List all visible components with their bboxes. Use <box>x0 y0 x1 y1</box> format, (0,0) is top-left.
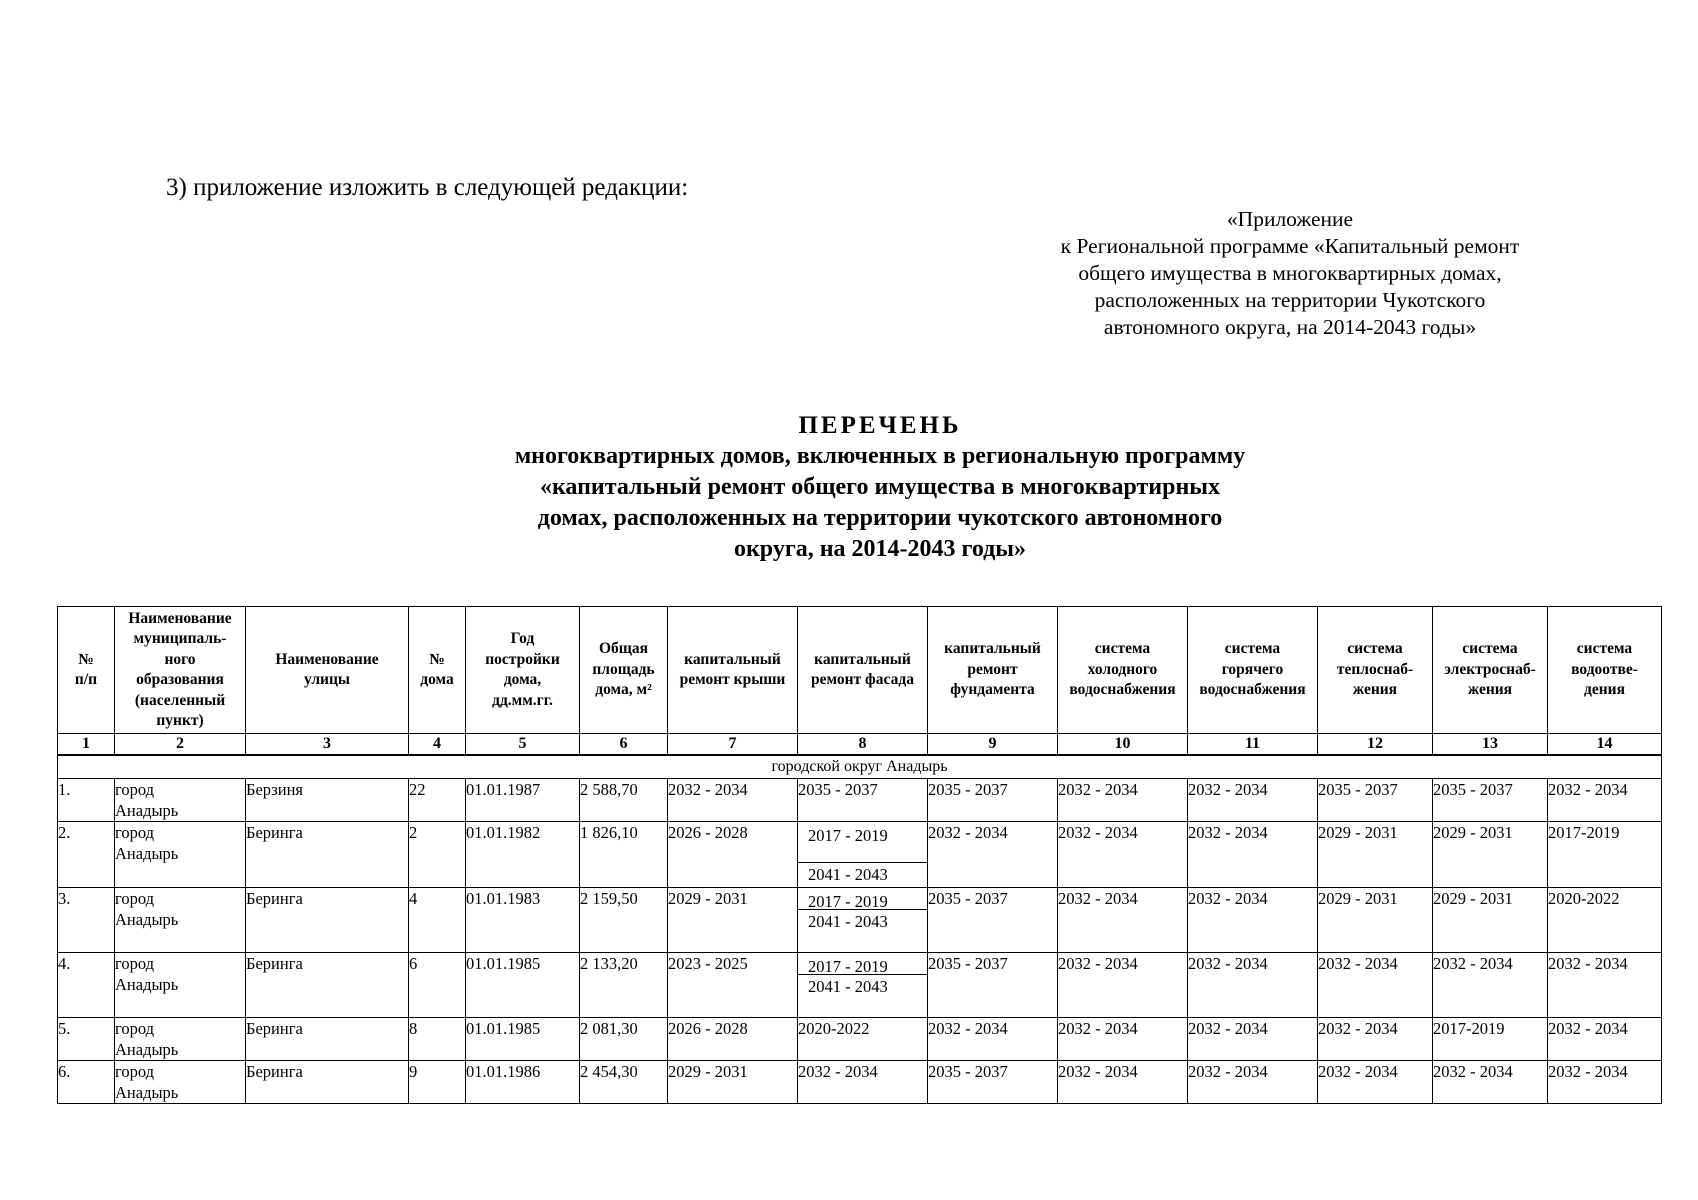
header-cell <box>580 607 668 734</box>
facade-period: 2017 - 2019 <box>798 953 927 975</box>
facade-cell: 2035 - 2037 <box>798 779 928 822</box>
cell-line: Анадырь <box>115 1083 179 1102</box>
header-cell <box>668 607 798 734</box>
table-header-row <box>58 607 1662 734</box>
cell-line: Анадырь <box>115 1040 179 1059</box>
table-cell: 22 <box>409 779 466 822</box>
column-number: 13 <box>1433 734 1548 756</box>
title-line: многоквартирных домов, включенных в региональную программу <box>514 443 1246 469</box>
table-cell: 6 <box>409 953 466 1018</box>
header-line: водоснабжения <box>1069 681 1176 699</box>
column-numbers-row <box>58 734 1662 756</box>
row-number: 1. <box>58 779 115 822</box>
header-line: система <box>1224 640 1281 658</box>
table-cell: 2035 - 2037 <box>1433 779 1548 822</box>
table-cell: 2032 - 2034 <box>1433 953 1548 1018</box>
cell-line: город <box>115 823 155 842</box>
header-line: муниципаль- <box>133 630 227 647</box>
header-cell <box>1188 607 1318 734</box>
header-cell <box>1433 607 1548 734</box>
facade-period: 2041 - 2043 <box>808 977 888 996</box>
row-number: 3. <box>58 888 115 953</box>
table-cell: 2032 - 2034 <box>1058 779 1188 822</box>
header-line: дома, м² <box>595 681 652 699</box>
table-cell: 2032 - 2034 <box>1188 779 1318 822</box>
facade-period: 2041 - 2043 <box>808 912 888 931</box>
column-number: 6 <box>580 734 668 756</box>
title-line: округа, на 2014-2043 годы» <box>733 536 1027 562</box>
header-line: водоснабжения <box>1199 681 1306 699</box>
table-cell: 2 159,50 <box>580 888 668 953</box>
table-cell: 2 <box>409 822 466 888</box>
cell-line: Анадырь <box>115 801 179 820</box>
table-cell <box>115 888 246 953</box>
table-cell: 1 826,10 <box>580 822 668 888</box>
header-line: холодного <box>1087 660 1158 678</box>
table-cell: 2026 - 2028 <box>668 822 798 888</box>
column-number: 3 <box>246 734 409 756</box>
table-cell: 01.01.1983 <box>466 888 580 953</box>
table-cell: 01.01.1987 <box>466 779 580 822</box>
facade-period: 2041 - 2043 <box>808 865 888 884</box>
facade-cell: 2032 - 2034 <box>798 1061 928 1104</box>
header-line: Год <box>510 630 535 647</box>
intro-text: 3) приложение изложить в следующей редакции: <box>166 174 689 201</box>
table-row <box>58 1018 1662 1061</box>
table-cell: Беринга <box>246 1018 409 1061</box>
header-cell <box>1318 607 1433 734</box>
table-cell: 2032 - 2034 <box>1058 1018 1188 1061</box>
table-cell: Беринга <box>246 822 409 888</box>
table-cell: 2032 - 2034 <box>1548 953 1662 1018</box>
table-cell: 2026 - 2028 <box>668 1018 798 1061</box>
header-line: дома <box>420 671 454 688</box>
table-cell: 2017-2019 <box>1548 822 1662 888</box>
title-line: домах, расположенных на территории чукотского автономного <box>537 505 1223 531</box>
header-cell <box>928 607 1058 734</box>
table-cell: 2029 - 2031 <box>668 888 798 953</box>
table-row <box>58 888 1662 953</box>
column-number: 5 <box>466 734 580 756</box>
appendix-line: «Приложение <box>1226 207 1354 231</box>
header-line: ного <box>164 650 196 668</box>
header-line: теплоснаб- <box>1336 660 1414 678</box>
table-cell: 2029 - 2031 <box>1318 888 1433 953</box>
cell-line: город <box>115 1062 155 1081</box>
table-row <box>58 953 1662 1018</box>
table-cell: 01.01.1985 <box>466 953 580 1018</box>
table-cell: 2020-2022 <box>1548 888 1662 953</box>
table-cell <box>115 779 246 822</box>
header-line: дд.мм.гг. <box>492 691 553 709</box>
table-cell: 2 133,20 <box>580 953 668 1018</box>
table-cell: 2035 - 2037 <box>928 888 1058 953</box>
column-number: 2 <box>115 734 246 756</box>
header-cell <box>1548 607 1662 734</box>
header-cell <box>466 607 580 734</box>
cell-line: город <box>115 780 155 799</box>
header-line: № <box>78 650 94 668</box>
table-cell: 2032 - 2034 <box>1548 779 1662 822</box>
header-line: постройки <box>485 650 560 668</box>
header-line: ремонт крыши <box>679 671 786 688</box>
table-cell: 2017-2019 <box>1433 1018 1548 1061</box>
header-line: (населенный <box>134 691 226 709</box>
column-number: 11 <box>1188 734 1318 756</box>
table-cell: 2032 - 2034 <box>1433 1061 1548 1104</box>
cell-line: город <box>115 954 155 973</box>
table-cell: 8 <box>409 1018 466 1061</box>
header-cell <box>58 607 115 734</box>
header-line: Общая <box>598 640 649 658</box>
header-line: № <box>429 650 445 668</box>
table-cell: 2029 - 2031 <box>1433 822 1548 888</box>
table-row <box>58 779 1662 822</box>
column-number: 7 <box>668 734 798 756</box>
column-number: 12 <box>1318 734 1433 756</box>
header-line: система <box>1576 640 1633 658</box>
table-cell: Берзиня <box>246 779 409 822</box>
header-line: п/п <box>74 671 98 688</box>
table-cell: 2035 - 2037 <box>1318 779 1433 822</box>
table-cell: 2 588,70 <box>580 779 668 822</box>
appendix-line: автономного округа, на 2014-2043 годы» <box>1103 315 1477 339</box>
table-cell: Беринга <box>246 953 409 1018</box>
table-cell: 9 <box>409 1061 466 1104</box>
row-number: 4. <box>58 953 115 1018</box>
table-cell: 01.01.1985 <box>466 1018 580 1061</box>
facade-cell <box>798 953 928 1018</box>
title-main: ПЕРЕЧЕНЬ <box>798 412 962 439</box>
table-cell: 2023 - 2025 <box>668 953 798 1018</box>
table-cell <box>115 953 246 1018</box>
header-line: система <box>1094 640 1151 658</box>
header-line: капитальный <box>944 640 1041 658</box>
column-number: 8 <box>798 734 928 756</box>
table-cell: 2032 - 2034 <box>928 1018 1058 1061</box>
table-cell: Беринга <box>246 888 409 953</box>
district-row <box>58 755 1662 779</box>
column-number: 10 <box>1058 734 1188 756</box>
facade-cell <box>798 822 928 888</box>
header-cell <box>1058 607 1188 734</box>
row-number: 5. <box>58 1018 115 1061</box>
cell-line: город <box>115 889 155 908</box>
table-cell: Беринга <box>246 1061 409 1104</box>
table-cell: 2032 - 2034 <box>1318 1018 1433 1061</box>
table-cell: 2029 - 2031 <box>1433 888 1548 953</box>
appendix-heading <box>1030 206 1550 341</box>
header-cell <box>409 607 466 734</box>
header-line: пункт) <box>156 712 204 729</box>
table-cell: 01.01.1982 <box>466 822 580 888</box>
header-cell <box>246 607 409 734</box>
header-line: фундамента <box>950 681 1035 699</box>
header-line: система <box>1462 640 1518 658</box>
header-line: капитальный <box>814 650 911 668</box>
facade-period: 2017 - 2019 <box>798 822 927 863</box>
table-cell: 2032 - 2034 <box>1058 822 1188 888</box>
header-line: Наименование <box>275 650 379 668</box>
header-line: площадь <box>592 660 655 678</box>
header-line: система <box>1347 640 1403 658</box>
appendix-line: к Региональной программе «Капитальный ремонт <box>1060 234 1520 258</box>
cell-line: Анадырь <box>115 975 179 994</box>
header-line: электроснаб- <box>1444 660 1536 678</box>
header-line: дома, <box>503 671 542 688</box>
header-line: ремонт <box>967 660 1018 678</box>
header-line: Наименование <box>128 609 232 627</box>
table-cell: 2 081,30 <box>580 1018 668 1061</box>
header-line: капитальный <box>684 650 781 668</box>
district-cell: городской округ Анадырь <box>58 755 1662 779</box>
table-cell: 2 454,30 <box>580 1061 668 1104</box>
table-cell: 2029 - 2031 <box>668 1061 798 1104</box>
cell-line: Анадырь <box>115 910 179 929</box>
table-cell: 2032 - 2034 <box>1058 953 1188 1018</box>
column-number: 4 <box>409 734 466 756</box>
appendix-line: расположенных на территории Чукотского <box>1094 288 1486 312</box>
appendix-line: общего имущества в многоквартирных домах, <box>1078 261 1502 285</box>
table-cell <box>115 1018 246 1061</box>
table-cell: 2032 - 2034 <box>1548 1061 1662 1104</box>
cell-line: город <box>115 1019 155 1038</box>
table-cell: 2032 - 2034 <box>1058 888 1188 953</box>
facade-period: 2017 - 2019 <box>798 888 927 910</box>
facade-cell <box>798 888 928 953</box>
header-line: улицы <box>303 671 351 688</box>
header-cell <box>798 607 928 734</box>
table-cell: 4 <box>409 888 466 953</box>
header-cell <box>115 607 246 734</box>
column-number: 9 <box>928 734 1058 756</box>
table-cell: 2032 - 2034 <box>928 822 1058 888</box>
header-line: жения <box>1352 681 1398 699</box>
table-cell: 01.01.1986 <box>466 1061 580 1104</box>
header-line: ремонт фасада <box>811 671 914 688</box>
row-number: 2. <box>58 822 115 888</box>
header-line: жения <box>1467 681 1513 699</box>
table-cell: 2035 - 2037 <box>928 953 1058 1018</box>
cell-line: Анадырь <box>115 844 179 863</box>
document-title <box>380 410 1380 565</box>
table-cell: 2032 - 2034 <box>1188 822 1318 888</box>
table-cell: 2032 - 2034 <box>1188 953 1318 1018</box>
header-line: образования <box>136 671 224 688</box>
table-cell: 2032 - 2034 <box>1188 1061 1318 1104</box>
header-line: дения <box>1584 681 1625 699</box>
table-cell: 2032 - 2034 <box>1548 1018 1662 1061</box>
table-cell <box>115 822 246 888</box>
table-cell: 2035 - 2037 <box>928 779 1058 822</box>
header-line: горячего <box>1221 660 1284 678</box>
table-cell <box>115 1061 246 1104</box>
houses-table <box>57 606 1662 1104</box>
table-row <box>58 822 1662 888</box>
table-cell: 2029 - 2031 <box>1318 822 1433 888</box>
table-row <box>58 1061 1662 1104</box>
column-number: 14 <box>1548 734 1662 756</box>
facade-cell: 2020-2022 <box>798 1018 928 1061</box>
table-cell: 2032 - 2034 <box>1318 1061 1433 1104</box>
table-cell: 2032 - 2034 <box>1188 1018 1318 1061</box>
table-cell: 2032 - 2034 <box>668 779 798 822</box>
row-number: 6. <box>58 1061 115 1104</box>
table-cell: 2032 - 2034 <box>1318 953 1433 1018</box>
table-cell: 2035 - 2037 <box>928 1061 1058 1104</box>
table-cell: 2032 - 2034 <box>1058 1061 1188 1104</box>
column-number: 1 <box>58 734 115 756</box>
table-cell: 2032 - 2034 <box>1188 888 1318 953</box>
header-line: водоотве- <box>1571 660 1638 678</box>
title-line: «капитальный ремонт общего имущества в многоквартирных <box>539 474 1221 500</box>
